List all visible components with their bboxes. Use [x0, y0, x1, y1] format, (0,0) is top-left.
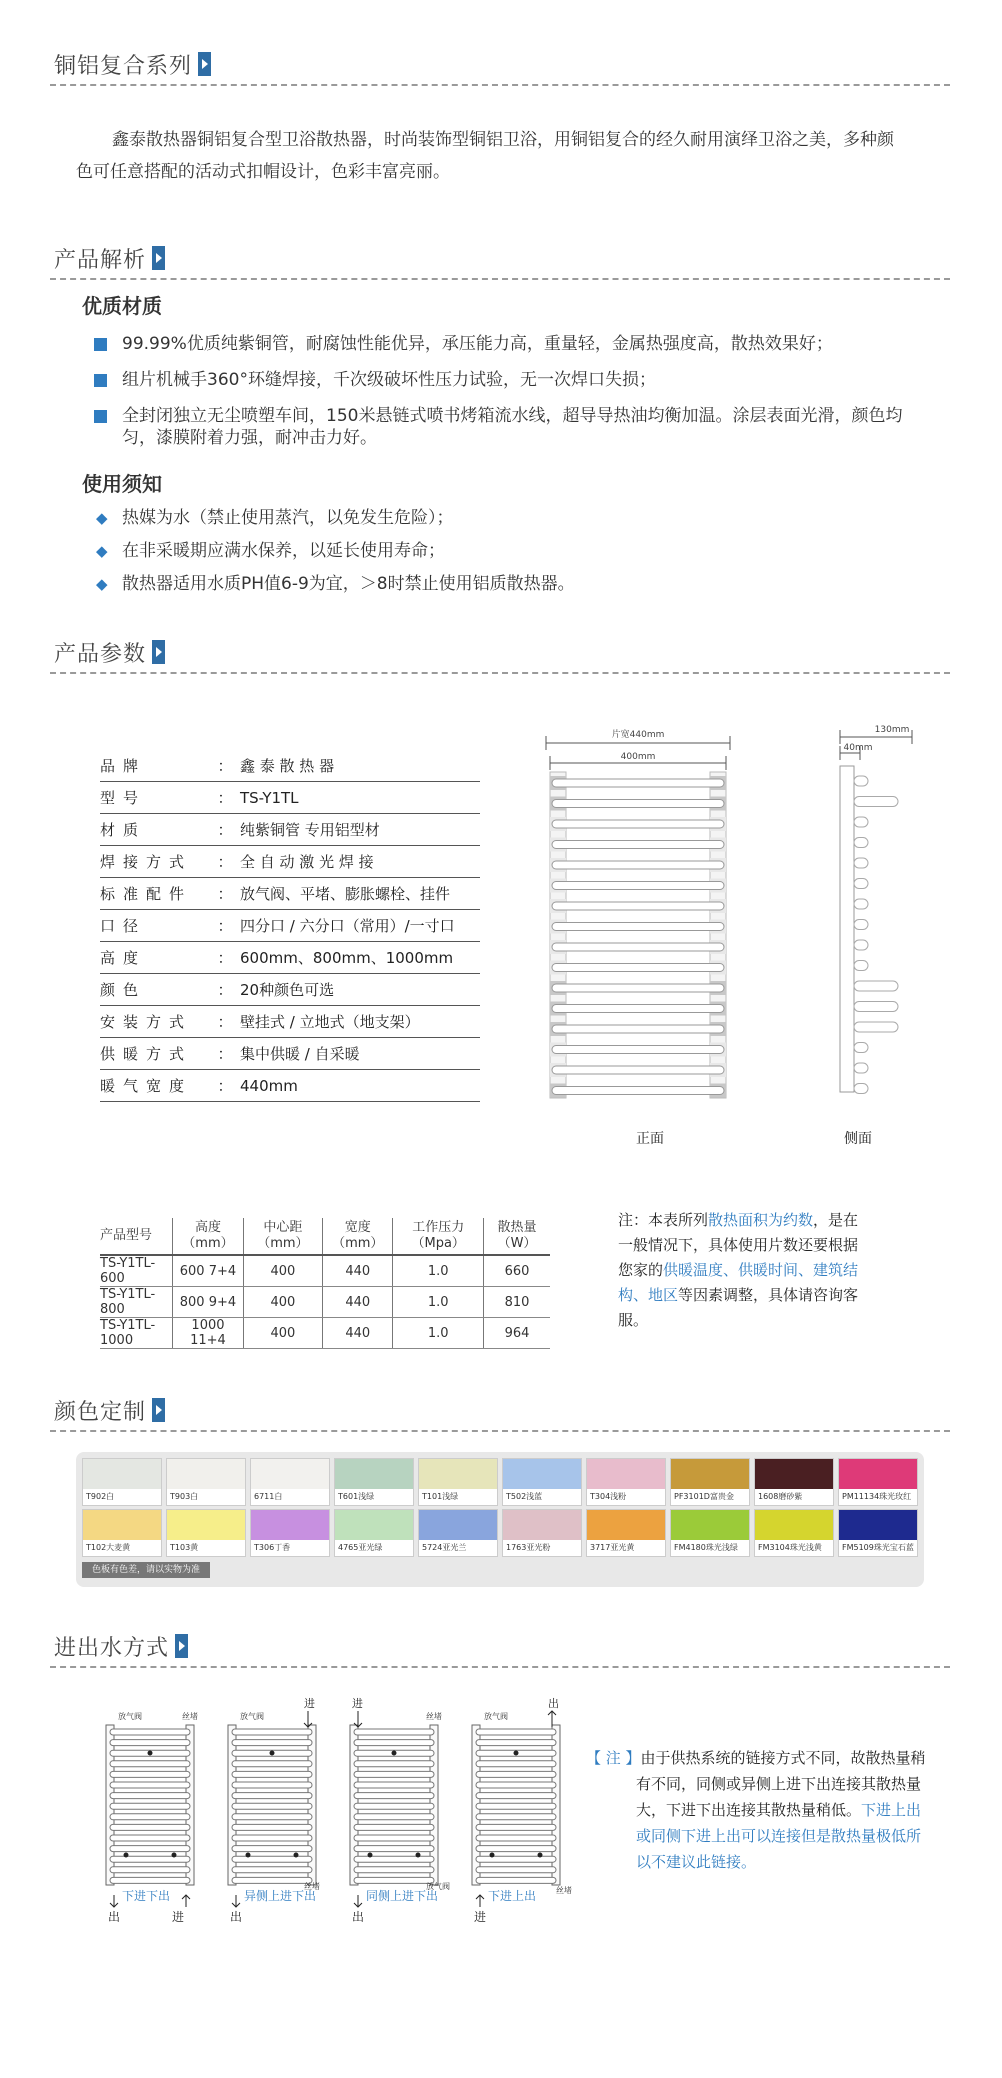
- section-title: 产品参数: [54, 642, 147, 667]
- front-view-drawing: [540, 720, 760, 1140]
- section-header-connections: [50, 1628, 950, 1668]
- color-swatch: [334, 1509, 414, 1557]
- swatch-color: [503, 1459, 581, 1489]
- svg-text:丝堵: 丝堵: [426, 1712, 442, 1721]
- swatch-label: T502浅蓝: [506, 1492, 543, 1501]
- radiator-tube: [476, 1782, 556, 1788]
- radiator-tube: [110, 1867, 190, 1873]
- front-width-label: 片宽440mm: [611, 730, 665, 740]
- swatch-label: PF3101D富贵金: [674, 1492, 734, 1501]
- arrow-icon: [198, 52, 211, 76]
- radiator-tube: [110, 1856, 190, 1862]
- color-swatch: [166, 1458, 246, 1506]
- svg-text:进: 进: [474, 1910, 487, 1924]
- radiator-tube: [110, 1729, 190, 1735]
- side-tube: [854, 1063, 868, 1073]
- radiator-tube: [110, 1846, 190, 1852]
- radiator-tube: [232, 1761, 312, 1767]
- table-row: TS-Y1TL-800 800 9+4 400 440 1.0 810: [100, 1287, 550, 1318]
- heating-tube: [552, 984, 724, 992]
- valve-dot: [124, 1853, 129, 1858]
- radiator-tube: [232, 1782, 312, 1788]
- svg-text:丝堵: 丝堵: [182, 1712, 198, 1721]
- swatch-color: [419, 1510, 497, 1540]
- radiator-diagram-4: [466, 1697, 572, 1930]
- radiator-tube: [476, 1867, 556, 1873]
- color-swatch: [754, 1458, 834, 1506]
- color-swatch: [502, 1509, 582, 1557]
- valve-dot: [416, 1853, 421, 1858]
- radiator-tube: [232, 1729, 312, 1735]
- section-title: 铜铝复合系列: [54, 54, 193, 79]
- valve-dot: [246, 1853, 251, 1858]
- swatch-label: T902白: [86, 1492, 115, 1501]
- side-tube: [854, 797, 898, 807]
- radiator-tube: [110, 1803, 190, 1809]
- side-caption: 侧面: [844, 1131, 872, 1147]
- radiator-tube: [476, 1877, 556, 1883]
- radiator-tube: [476, 1846, 556, 1852]
- swatch-label: 3717亚光黄: [590, 1543, 635, 1552]
- radiator-tube: [110, 1761, 190, 1767]
- column-header: 中心距（mm）: [243, 1218, 322, 1255]
- table-row: TS-Y1TL-1000 1000 11+4 400 440 1.0 964: [100, 1318, 550, 1349]
- color-swatch-panel: [76, 1452, 924, 1587]
- intro-paragraph: 鑫泰散热器铜铝复合型卫浴散热器，时尚装饰型铜铝卫浴，用铜铝复合的经久耐用演绎卫浴之美，多种颜色可任意搭配的活动式扣帽设计，色彩丰富亮丽。: [76, 130, 894, 182]
- swatch-color: [251, 1510, 329, 1540]
- side-tube: [854, 1002, 898, 1012]
- section-title: 颜色定制: [54, 1400, 147, 1425]
- side-tube: [854, 817, 868, 827]
- radiator-tube: [110, 1877, 190, 1883]
- color-swatch: [82, 1509, 162, 1557]
- svg-text:放气阀: 放气阀: [118, 1712, 142, 1721]
- svg-text:出: 出: [230, 1910, 243, 1924]
- radiator-tube: [354, 1740, 434, 1746]
- section-header-params: [50, 634, 950, 674]
- radiator-tube: [110, 1824, 190, 1830]
- color-swatch: [586, 1458, 666, 1506]
- valve-dot: [368, 1853, 373, 1858]
- swatch-color: [83, 1459, 161, 1489]
- color-disclaimer: 色板有色差，请以实物为准: [82, 1562, 210, 1578]
- radiator-tube: [110, 1740, 190, 1746]
- list-item: 99.99%优质纯紫铜管，耐腐蚀性能优异，承压能力高，重量轻，金属热强度高，散热效果好；: [94, 333, 914, 355]
- side-tube: [854, 776, 868, 786]
- radiator-tube: [110, 1814, 190, 1820]
- front-inner-width-label: 400mm: [620, 752, 656, 762]
- side-depth-label: 130mm: [874, 725, 910, 735]
- swatch-label: 4765亚光绿: [338, 1543, 383, 1552]
- radiator-tube: [232, 1814, 312, 1820]
- radiator-tube: [476, 1814, 556, 1820]
- heating-tube: [552, 1046, 724, 1054]
- radiator-tube: [354, 1846, 434, 1852]
- side-view-drawing: [830, 720, 940, 1140]
- svg-text:丝堵: 丝堵: [556, 1886, 572, 1895]
- heating-tube: [552, 1025, 724, 1033]
- arrow-icon: [152, 246, 165, 270]
- swatch-label: 1608磨砂紫: [758, 1492, 803, 1501]
- heating-tube: [552, 861, 724, 869]
- side-tube: [854, 899, 868, 909]
- spec-row: 颜色 ： 20种颜色可选: [100, 974, 480, 1006]
- heating-tube: [552, 841, 724, 849]
- color-swatch: [502, 1458, 582, 1506]
- swatch-label: FM5109珠光宝石蓝: [842, 1543, 914, 1552]
- valve-dot: [490, 1853, 495, 1858]
- swatch-label: T103黄: [170, 1543, 199, 1552]
- radiator-tube: [232, 1835, 312, 1841]
- list-item: ◆ 在非采暖期应满水保养，以延长使用寿命；: [94, 540, 914, 562]
- quality-list: [94, 333, 914, 449]
- swatch-color: [755, 1459, 833, 1489]
- radiator-tube: [354, 1771, 434, 1777]
- color-swatch: [670, 1509, 750, 1557]
- color-swatch: [418, 1509, 498, 1557]
- heating-tube: [552, 820, 724, 828]
- swatch-label: T903白: [170, 1492, 199, 1501]
- swatch-color: [167, 1459, 245, 1489]
- swatch-label: FM3104珠光浅黄: [758, 1543, 822, 1552]
- swatch-color: [839, 1459, 917, 1489]
- spec-row: 口径 ： 四分口 / 六分口（常用）/一寸口: [100, 910, 480, 942]
- side-tube: [854, 1043, 868, 1053]
- radiator-tube: [354, 1814, 434, 1820]
- radiator-tube: [476, 1771, 556, 1777]
- radiator-tube: [354, 1877, 434, 1883]
- column-header: 散热量（W）: [483, 1218, 550, 1255]
- side-tube: [854, 858, 868, 868]
- svg-text:异侧上进下出: 异侧上进下出: [244, 1889, 317, 1903]
- side-inner-label: 40mm: [843, 743, 873, 753]
- radiator-tube: [476, 1793, 556, 1799]
- heating-tube: [552, 882, 724, 890]
- radiator-tube: [354, 1835, 434, 1841]
- radiator-tube: [476, 1740, 556, 1746]
- heating-tube: [552, 943, 724, 951]
- svg-text:丝堵: 丝堵: [304, 1882, 320, 1891]
- connection-note: 【 注 】由于供热系统的链接方式不同，故散热量稍有不同，同侧或异侧上进下出连接其散热量大，下进下出连接其散热量稍低。下进上出或同侧下进上出可以连接但是散热量极低所以不建议此链接。: [586, 1749, 926, 1871]
- radiator-tube: [354, 1856, 434, 1862]
- table-note: 注：本表所列散热面积为约数，是在一般情况下，具体使用片数还要根据您家的供暖温度、供暖时间、建筑结构、地区等因素调整，具体请咨询客服。: [618, 1211, 859, 1329]
- swatch-color: [167, 1510, 245, 1540]
- spec-row: 供暖方式 ： 集中供暖 / 自采暖: [100, 1038, 480, 1070]
- swatch-color: [251, 1459, 329, 1489]
- svg-text:进: 进: [172, 1910, 185, 1924]
- svg-text:出: 出: [108, 1910, 121, 1924]
- table-row: TS-Y1TL-600 600 7+4 400 440 1.0 660: [100, 1255, 550, 1287]
- spec-row: 高度 ： 600mm、800mm、1000mm: [100, 942, 480, 974]
- radiator-tube: [354, 1824, 434, 1830]
- section-title: 进出水方式: [54, 1636, 170, 1661]
- usage-list: [94, 507, 914, 595]
- column-header: 宽度（mm）: [323, 1218, 393, 1255]
- valve-dot: [172, 1853, 177, 1858]
- column-header: 工作压力（Mpa）: [393, 1218, 484, 1255]
- color-swatch: [418, 1458, 498, 1506]
- spec-row: 安装方式 ： 壁挂式 / 立地式（地支架）: [100, 1006, 480, 1038]
- side-tube: [854, 920, 868, 930]
- radiator-diagram-1: [100, 1705, 200, 1930]
- list-item: ◆ 散热器适用水质PH值6-9为宜，＞8时禁止使用铝质散热器。: [94, 573, 914, 595]
- radiator-tube: [232, 1877, 312, 1883]
- svg-text:进: 进: [352, 1697, 363, 1710]
- list-item: 全封闭独立无尘喷塑车间，150米悬链式喷书烤箱流水线，超导导热油均衡加温。涂层表面光滑，颜色均匀，漆膜附着力强，耐冲击力好。: [94, 405, 914, 449]
- swatch-label: T101浅绿: [422, 1492, 459, 1501]
- heating-tube: [552, 902, 724, 910]
- list-item: ◆ 热媒为水（禁止使用蒸汽，以免发生危险）；: [94, 507, 914, 529]
- swatch-color: [587, 1459, 665, 1489]
- radiator-tube: [354, 1761, 434, 1767]
- radiator-tube: [354, 1867, 434, 1873]
- radiator-tube: [476, 1835, 556, 1841]
- swatch-color: [335, 1510, 413, 1540]
- swatch-label: PM11134珠光玫红: [842, 1492, 912, 1501]
- color-swatch: [586, 1509, 666, 1557]
- radiator-tube: [232, 1803, 312, 1809]
- heating-tube: [552, 779, 724, 787]
- swatch-color: [419, 1459, 497, 1489]
- valve-dot: [148, 1751, 153, 1756]
- side-tube: [854, 879, 868, 889]
- color-swatch: [82, 1458, 162, 1506]
- radiator-tube: [476, 1729, 556, 1735]
- swatch-color: [83, 1510, 161, 1540]
- side-tube: [854, 981, 898, 991]
- color-swatch: [754, 1509, 834, 1557]
- svg-text:放气阀: 放气阀: [240, 1712, 264, 1721]
- spec-row: 焊接方式 ： 全 自 动 激 光 焊 接: [100, 846, 480, 878]
- swatch-color: [587, 1510, 665, 1540]
- svg-text:放气阀: 放气阀: [484, 1712, 508, 1721]
- valve-dot: [514, 1751, 519, 1756]
- section-header-colors: [50, 1392, 950, 1432]
- radiator-tube: [354, 1803, 434, 1809]
- heating-tube: [552, 1066, 724, 1074]
- valve-dot: [538, 1853, 543, 1858]
- svg-text:放气阀: 放气阀: [426, 1882, 450, 1891]
- section-header-series: [50, 46, 950, 86]
- radiator-tube: [232, 1771, 312, 1777]
- heating-tube: [552, 964, 724, 972]
- valve-dot: [392, 1751, 397, 1756]
- arrow-icon: [152, 1398, 165, 1422]
- side-tube: [854, 838, 868, 848]
- spec-row: 标准配件 ： 放气阀、平堵、膨胀螺栓、挂件: [100, 878, 480, 910]
- valve-dot: [294, 1853, 299, 1858]
- color-swatch: [334, 1458, 414, 1506]
- swatch-label: 1763亚光粉: [506, 1543, 551, 1552]
- spec-row: 型号 ： TS-Y1TL: [100, 782, 480, 814]
- radiator-tube: [476, 1803, 556, 1809]
- color-swatch: [670, 1458, 750, 1506]
- swatch-label: T306丁香: [254, 1543, 291, 1552]
- radiator-tube: [110, 1835, 190, 1841]
- arrow-icon: [152, 640, 165, 664]
- svg-text:同侧上进下出: 同侧上进下出: [366, 1889, 439, 1903]
- radiator-tube: [476, 1761, 556, 1767]
- svg-text:出: 出: [548, 1697, 559, 1710]
- list-item: 组片机械手360°环缝焊接，千次级破坏性压力试验，无一次焊口失损；: [94, 369, 914, 391]
- usage-title: 使用须知: [82, 472, 162, 496]
- heating-tube: [552, 1087, 724, 1095]
- radiator-tube: [110, 1782, 190, 1788]
- front-caption: 正面: [636, 1131, 664, 1147]
- heating-tube: [552, 800, 724, 808]
- spec-row: 材质 ： 纯紫铜管 专用铝型材: [100, 814, 480, 846]
- swatch-grid: [82, 1458, 918, 1557]
- color-swatch: [166, 1509, 246, 1557]
- swatch-color: [671, 1510, 749, 1540]
- radiator-tube: [110, 1793, 190, 1799]
- radiator-tube: [232, 1867, 312, 1873]
- radiator-tube: [476, 1824, 556, 1830]
- side-tube: [854, 1022, 898, 1032]
- radiator-tube: [232, 1846, 312, 1852]
- column-header: 产品型号: [100, 1218, 173, 1255]
- column-header: 高度（mm）: [173, 1218, 243, 1255]
- swatch-color: [671, 1459, 749, 1489]
- spec-row: 暖气宽度 ： 440mm: [100, 1070, 480, 1102]
- radiator-tube: [232, 1856, 312, 1862]
- side-tube: [854, 1084, 868, 1094]
- color-swatch: [838, 1509, 918, 1557]
- quality-title: 优质材质: [82, 294, 162, 318]
- spec-row: 品牌 ： 鑫 泰 散 热 器: [100, 750, 480, 782]
- swatch-label: T102大麦黄: [86, 1543, 131, 1552]
- svg-text:下进上出: 下进上出: [488, 1889, 537, 1903]
- side-tube: [854, 940, 868, 950]
- heating-tube: [552, 923, 724, 931]
- section-header-analysis: [50, 240, 950, 280]
- swatch-label: 6711白: [254, 1492, 283, 1501]
- color-swatch: [838, 1458, 918, 1506]
- section-title: 产品解析: [54, 248, 147, 273]
- arrow-icon: [175, 1634, 188, 1658]
- svg-text:进: 进: [304, 1697, 315, 1710]
- side-tube: [854, 961, 868, 971]
- swatch-color: [839, 1510, 917, 1540]
- model-table: [100, 1218, 550, 1349]
- radiator-tube: [354, 1793, 434, 1799]
- swatch-color: [503, 1510, 581, 1540]
- radiator-diagram-3: [344, 1697, 450, 1930]
- radiator-diagram-2: [222, 1697, 322, 1930]
- radiator-tube: [354, 1729, 434, 1735]
- swatch-label: 5724亚光兰: [422, 1543, 467, 1552]
- radiator-tube: [232, 1740, 312, 1746]
- color-swatch: [250, 1458, 330, 1506]
- swatch-label: T304浅粉: [590, 1492, 627, 1501]
- radiator-tube: [354, 1782, 434, 1788]
- heating-tube: [552, 1005, 724, 1013]
- radiator-tube: [232, 1824, 312, 1830]
- radiator-tube: [476, 1856, 556, 1862]
- valve-dot: [270, 1751, 275, 1756]
- swatch-color: [335, 1459, 413, 1489]
- radiator-tube: [232, 1793, 312, 1799]
- svg-text:出: 出: [352, 1910, 365, 1924]
- swatch-color: [755, 1510, 833, 1540]
- swatch-label: FM4180珠光浅绿: [674, 1543, 738, 1552]
- swatch-label: T601浅绿: [338, 1492, 375, 1501]
- svg-text:下进下出: 下进下出: [122, 1889, 171, 1903]
- radiator-tube: [110, 1771, 190, 1777]
- spec-list: [100, 750, 480, 1102]
- color-swatch: [250, 1509, 330, 1557]
- table-header-row: [100, 1218, 550, 1255]
